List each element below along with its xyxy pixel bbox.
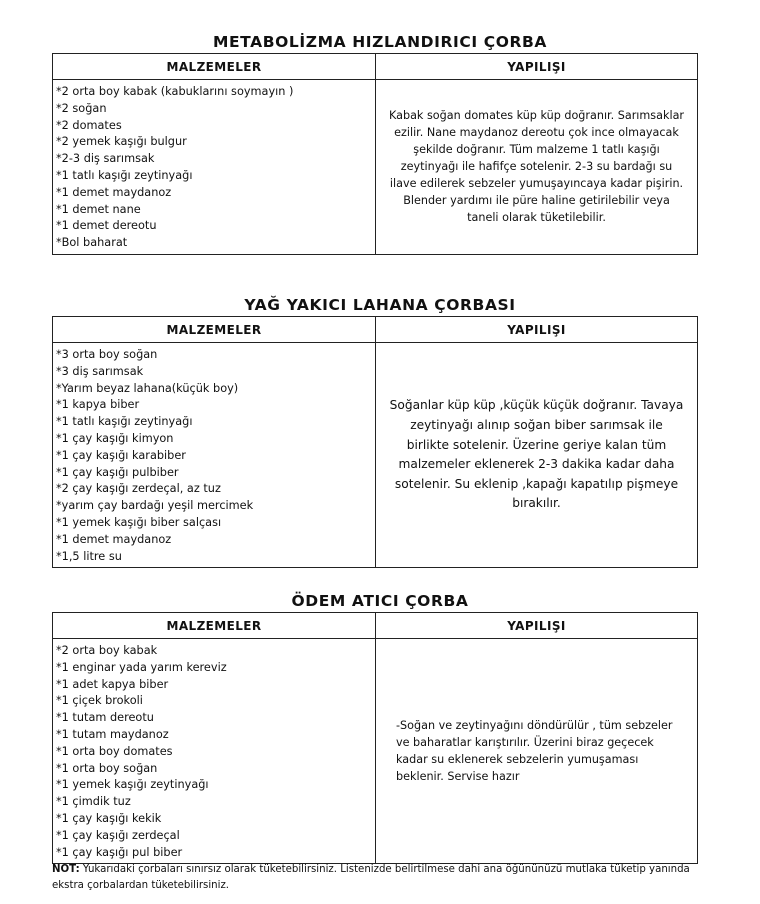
ingredient-item: *2 soğan — [56, 101, 107, 115]
note-label: NOT: — [52, 864, 80, 875]
ingredient-item: *Bol baharat — [56, 236, 128, 250]
ingredient-item: *yarım çay bardağı yeşil mercimek — [56, 499, 254, 513]
ingredient-item: *1 demet maydanoz — [56, 532, 172, 546]
ingredient-item: *1 çay kaşığı zerdeçal — [56, 828, 180, 842]
note-text: Yukarıdaki çorbaları sınırsız olarak tüketebilirsiniz. Listenizde belirtilmese dahi ana öğününüzü mutlaka tüketip yanında ekstra çorbalardan tüketebilirsiniz. — [52, 864, 690, 891]
section2-ingredient-list — [56, 347, 372, 565]
section1-method-cell — [376, 80, 698, 255]
section3-method-text: -Soğan ve zeytinyağını döndürülür , tüm sebzeler ve baharatlar karıştırılır. Üzerini biraz geçecek kadar su eklenerek sebzelerin yumuşaması beklenir. Servise hazır — [396, 719, 673, 784]
section3-ingredients-header: MALZEMELER — [53, 613, 376, 639]
ingredient-item: *3 diş sarımsak — [56, 364, 144, 378]
section1-method-text: Kabak soğan domates küp küp doğranır. Sarımsaklar ezilir. Nane maydanoz dereotu çok ince olmayacak şekilde doğranır. Tüm malzeme 1 tatlı kaşığı zeytinyağı ile hafifçe sotelenir. 2-3 su bardağı su ilave edilerek sebzeler yumuşayıncaya kadar pişirin. Blender yardımı ile püre haline getirilebilir veya taneli olarak tüketilebilir. — [388, 109, 685, 225]
section3-ingredient-list — [56, 643, 372, 861]
ingredient-item: *1,5 litre su — [56, 549, 122, 563]
section3-method-cell — [376, 639, 698, 864]
section1-title: METABOLİZMA HIZLANDIRICI ÇORBA — [212, 33, 548, 51]
ingredient-item: *1 tatlı kaşığı zeytinyağı — [56, 168, 193, 182]
section2-ingredients-header: MALZEMELER — [53, 317, 376, 343]
section1-body-row — [53, 80, 698, 255]
section2-title: YAĞ YAKICI LAHANA ÇORBASI — [244, 296, 516, 314]
section2-method-cell — [376, 343, 698, 568]
ingredient-item: *2 yemek kaşığı bulgur — [56, 135, 187, 149]
section3-table — [52, 612, 698, 864]
ingredient-item: *1 demet dereotu — [56, 219, 157, 233]
footer-note — [52, 862, 712, 893]
section1-header-row — [53, 54, 698, 80]
ingredient-item: *2 çay kaşığı zerdeçal, az tuz — [56, 482, 221, 496]
section2-body-row — [53, 343, 698, 568]
ingredient-item: *1 yemek kaşığı biber salçası — [56, 515, 222, 529]
section2-table — [52, 316, 698, 568]
section2-method-header: YAPILIŞI — [376, 317, 698, 343]
ingredient-item: *2 domates — [56, 118, 122, 132]
ingredient-item: *1 kapya biber — [56, 398, 140, 412]
ingredient-item: *1 orta boy domates — [56, 744, 173, 758]
section1-ingredients-header: MALZEMELER — [53, 54, 376, 80]
ingredient-item: *2 orta boy kabak — [56, 644, 158, 657]
ingredient-item: *1 adet kapya biber — [56, 677, 169, 691]
section2-ingredients-cell — [53, 343, 376, 568]
section3-body-row — [53, 639, 698, 864]
section1-method-header: YAPILIŞI — [376, 54, 698, 80]
ingredient-item: *1 çiçek brokoli — [56, 694, 143, 708]
ingredient-item: *1 çay kaşığı pulbiber — [56, 465, 179, 479]
ingredient-item: *1 çimdik tuz — [56, 795, 131, 809]
ingredient-item: *1 çay kaşığı kimyon — [56, 431, 174, 445]
ingredient-item: *1 tutam maydanoz — [56, 727, 169, 741]
ingredient-item: *1 enginar yada yarım kereviz — [56, 660, 227, 674]
section3-title: ÖDEM ATICI ÇORBA — [291, 592, 469, 610]
ingredient-item: *1 çay kaşığı kekik — [56, 811, 162, 825]
ingredient-item: *1 tatlı kaşığı zeytinyağı — [56, 415, 193, 429]
ingredient-item: *1 çay kaşığı pul biber — [56, 845, 183, 859]
ingredient-item: *2 orta boy kabak (kabuklarını soymayın ) — [56, 85, 294, 98]
section3-method-header: YAPILIŞI — [376, 613, 698, 639]
ingredient-item: *1 çay kaşığı karabiber — [56, 448, 186, 462]
section2-header-row — [53, 317, 698, 343]
ingredient-item: *1 demet nane — [56, 202, 141, 216]
section3-ingredients-cell — [53, 639, 376, 864]
ingredient-item: *1 tutam dereotu — [56, 711, 154, 725]
section1-ingredient-list — [56, 84, 372, 252]
ingredient-item: *1 orta boy soğan — [56, 761, 158, 775]
ingredient-item: *1 yemek kaşığı zeytinyağı — [56, 778, 209, 792]
ingredient-item: *2-3 diş sarımsak — [56, 152, 155, 166]
section2-method-text: Soğanlar küp küp ,küçük küçük doğranır. Tavaya zeytinyağı alınıp soğan biber sarımsak ile birlikte sotelenir. Üzerine geriye kalan tüm malzemeler eklenerek 2-3 dakika kadar daha sotelenir. Su eklenip ,kapağı kapatılıp pişmeye bırakılır. — [389, 398, 684, 511]
ingredient-item: *3 orta boy soğan — [56, 348, 158, 361]
ingredient-item: *1 demet maydanoz — [56, 185, 172, 199]
section1-table — [52, 53, 698, 255]
section1-ingredients-cell — [53, 80, 376, 255]
ingredient-item: *Yarım beyaz lahana(küçük boy) — [56, 381, 239, 395]
section3-header-row — [53, 613, 698, 639]
